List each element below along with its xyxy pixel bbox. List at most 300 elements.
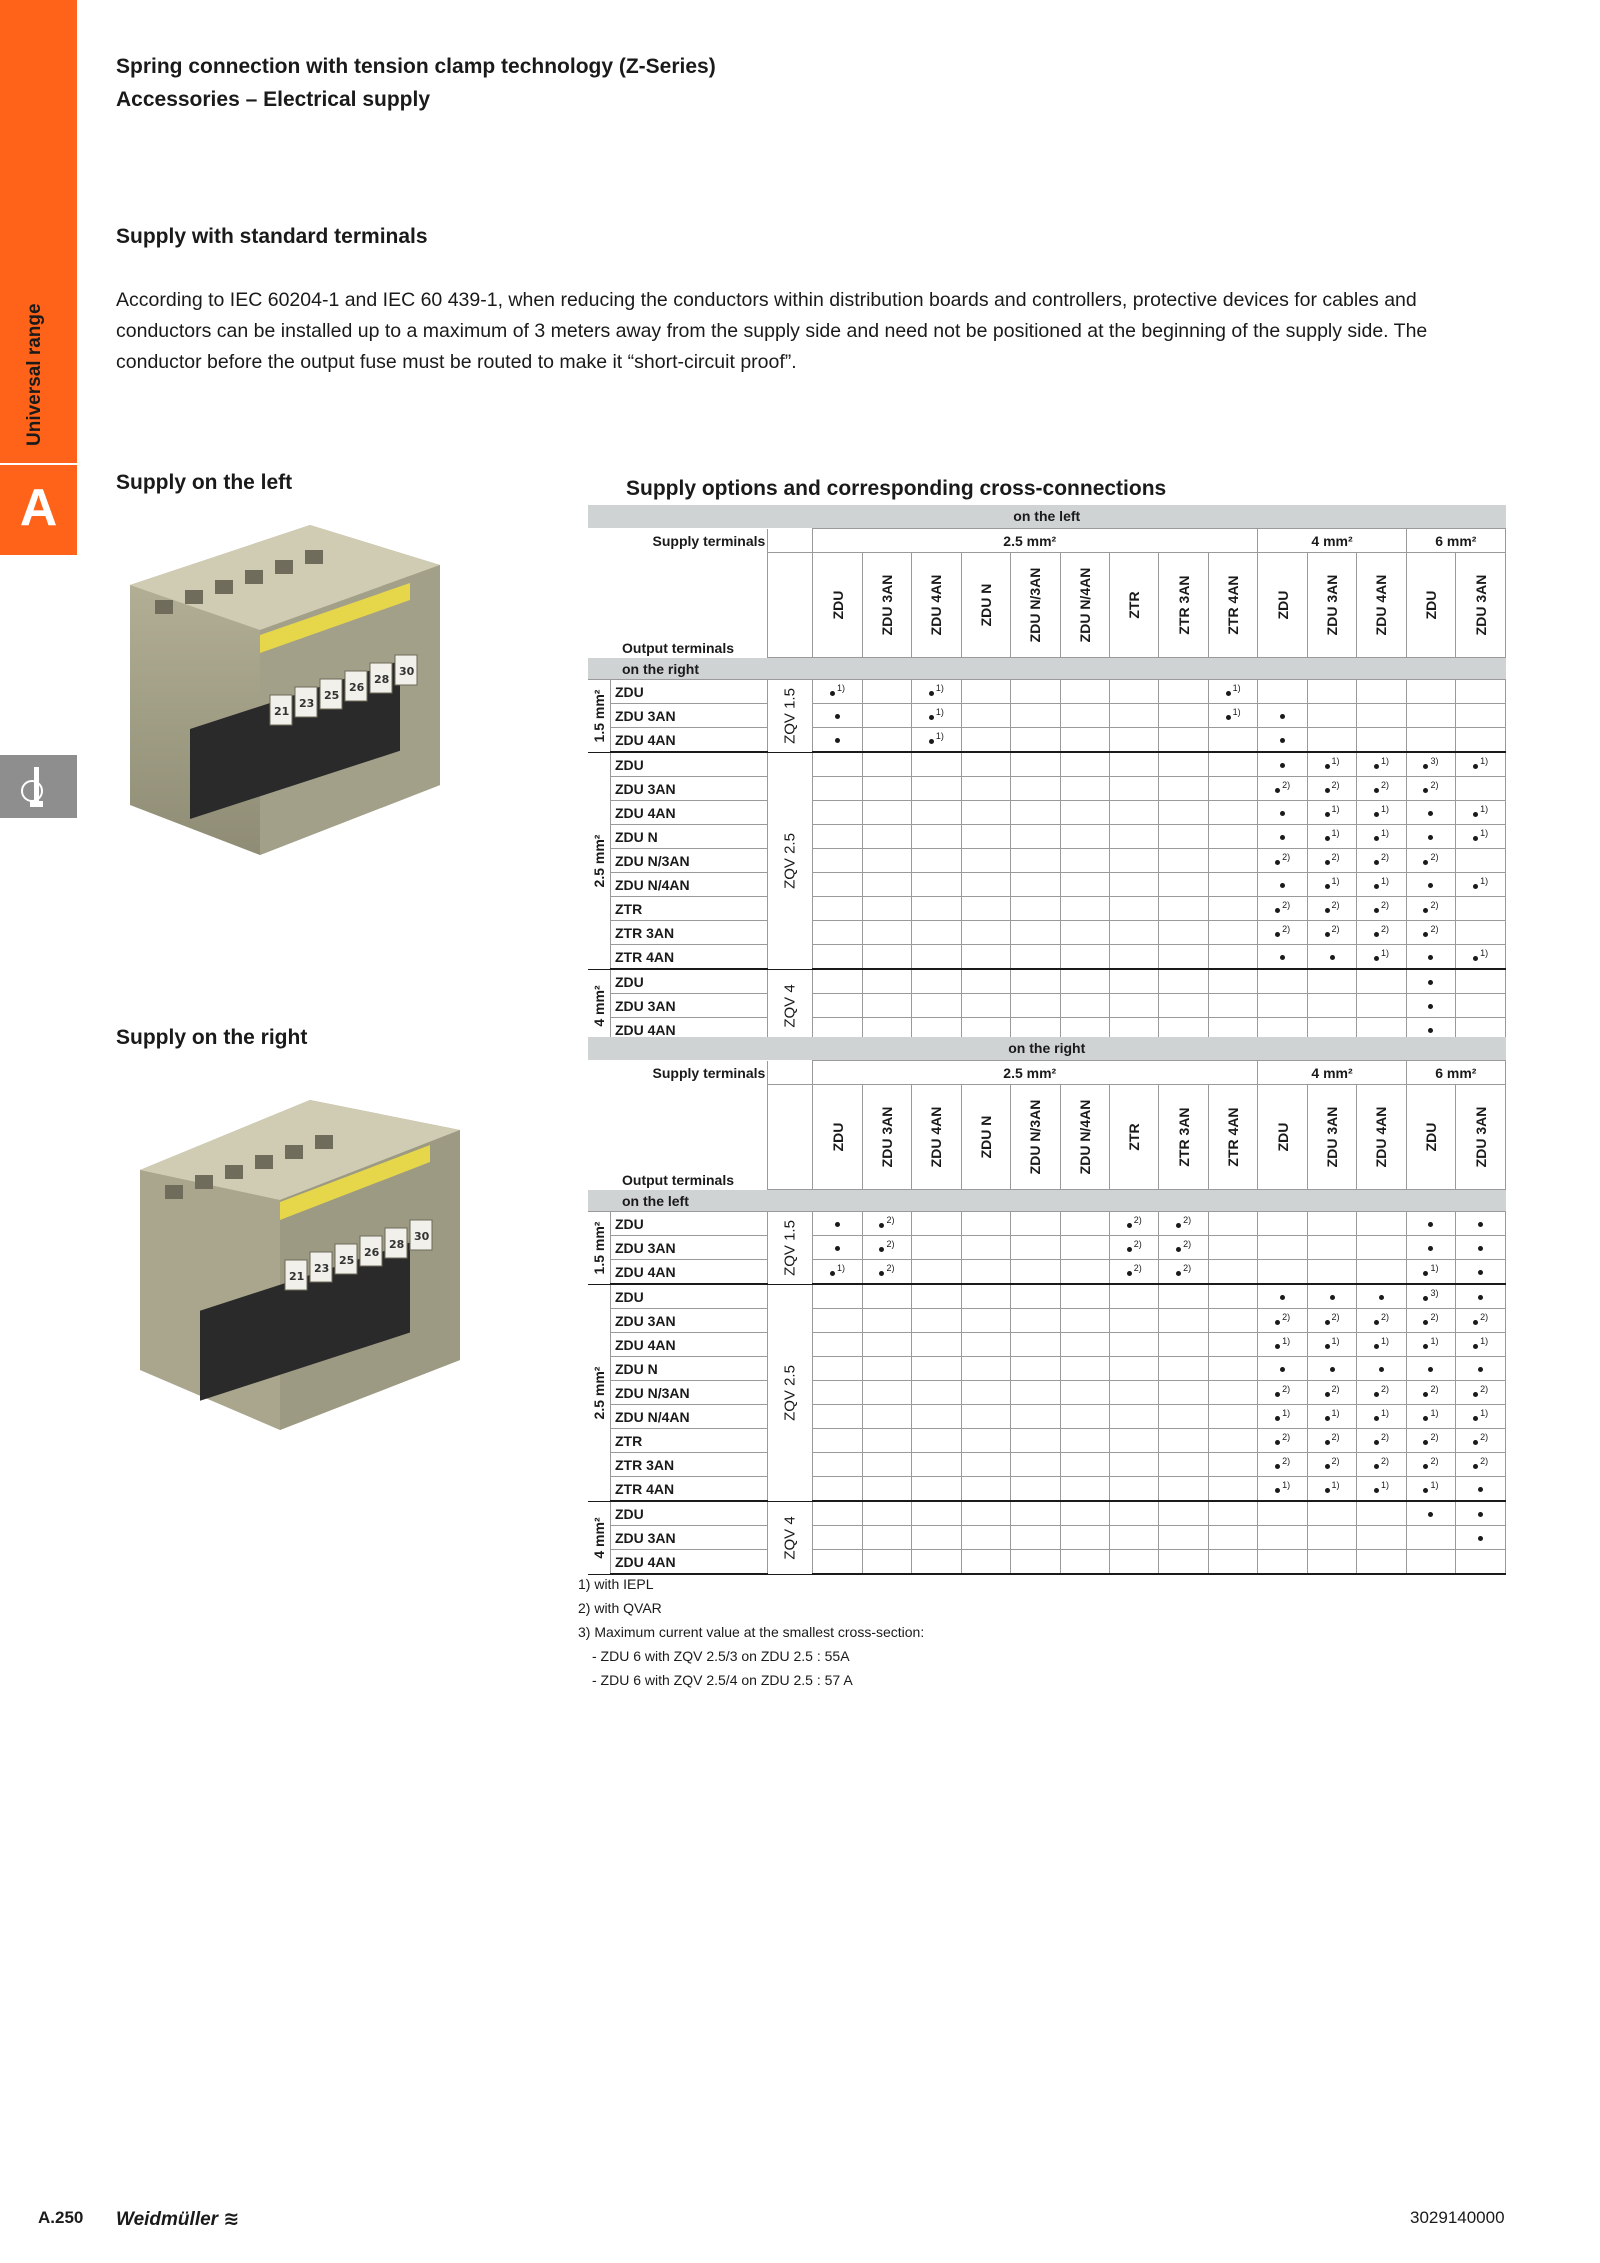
table-cell (1110, 1381, 1159, 1405)
table-cell (1208, 752, 1257, 777)
table-cell (1307, 1381, 1356, 1405)
photo-left-label: 26 (349, 681, 365, 694)
cross-connection-label: ZQV 4 (781, 1515, 799, 1560)
footnote-ref: 2) (1380, 924, 1389, 934)
table-cell (813, 921, 862, 945)
table-cell (1456, 1550, 1506, 1575)
table-cell (1357, 994, 1406, 1018)
table-cell (1357, 777, 1406, 801)
table-cell (1110, 752, 1159, 777)
dot-marker (1374, 1416, 1379, 1421)
output-side-label: on the right (588, 658, 1506, 680)
table-cell (1307, 704, 1356, 728)
dot-marker (1280, 1367, 1285, 1372)
table-cell (1456, 897, 1506, 921)
dot-marker (1428, 1004, 1433, 1009)
table-cell (1110, 873, 1159, 897)
footnote-ref: 1) (1480, 876, 1489, 886)
table-cell (1357, 1453, 1406, 1477)
footnote-ref: 2) (1133, 1263, 1142, 1273)
table-cell (1060, 1477, 1109, 1502)
table-cell (961, 1477, 1010, 1502)
table-cell (813, 1236, 862, 1260)
row-label: ZDU 4AN (610, 1550, 767, 1575)
table-cell (1060, 728, 1109, 753)
dot-marker (1330, 1295, 1335, 1300)
table-cell (1307, 1501, 1356, 1526)
dot-marker (1423, 1416, 1428, 1421)
table-row (588, 1284, 1506, 1309)
dot-marker (1226, 715, 1231, 720)
footnote-ref: 1) (1480, 756, 1489, 766)
output-terminals-label: Output terminals (622, 639, 735, 656)
table-cell (813, 1333, 862, 1357)
table-row (588, 994, 1506, 1018)
table-cell (1456, 921, 1506, 945)
table-cell (1456, 994, 1506, 1018)
table-cell (1159, 1405, 1208, 1429)
table-cell (1159, 921, 1208, 945)
table-cell (862, 1284, 911, 1309)
dot-marker (1374, 1320, 1379, 1325)
table-cell (961, 921, 1010, 945)
cross-connection-label: ZQV 1.5 (781, 687, 799, 744)
table-cell (1456, 1212, 1506, 1236)
table-cell (1208, 849, 1257, 873)
row-label: ZDU N (610, 1357, 767, 1381)
table-cell (1110, 1526, 1159, 1550)
dot-marker (1423, 1296, 1428, 1301)
table-cell (1357, 1501, 1406, 1526)
table-cell (1456, 680, 1506, 704)
table-cell (1456, 1453, 1506, 1477)
row-label: ZTR 3AN (610, 921, 767, 945)
photo-left-label: 23 (299, 697, 315, 710)
table-cell (1110, 1236, 1159, 1260)
dot-marker (1428, 1222, 1433, 1227)
footnote-ref: 2) (1380, 1456, 1389, 1466)
table-cell (1258, 1309, 1307, 1333)
footnote-ref: 2) (1282, 924, 1291, 934)
dot-marker (1428, 835, 1433, 840)
table-cell (1011, 801, 1060, 825)
dot-marker (1280, 738, 1285, 743)
dot-marker (1428, 1512, 1433, 1517)
table-cell (1307, 1260, 1356, 1285)
table-cell (961, 1453, 1010, 1477)
group-size-label: 2.5 mm² (590, 1366, 607, 1419)
table-cell (1011, 1260, 1060, 1285)
row-label: ZDU 3AN (610, 1236, 767, 1260)
dot-marker (1374, 908, 1379, 913)
dot-marker (929, 715, 934, 720)
dot-marker (1280, 714, 1285, 719)
row-label: ZDU 3AN (610, 704, 767, 728)
dot-marker (1473, 1440, 1478, 1445)
column-header: ZDU 3AN (1472, 574, 1489, 636)
table-cell (1110, 897, 1159, 921)
table-cell (961, 752, 1010, 777)
table-cell (862, 825, 911, 849)
table-cell (961, 1501, 1010, 1526)
table-row (588, 1429, 1506, 1453)
table-cell (1060, 873, 1109, 897)
dot-marker (1325, 1320, 1330, 1325)
dot-marker (1325, 812, 1330, 817)
table-cell (912, 897, 961, 921)
row-label: ZTR 4AN (610, 1477, 767, 1502)
dot-marker (929, 691, 934, 696)
table-cell (1307, 680, 1356, 704)
table-cell (1357, 825, 1406, 849)
row-label: ZDU (610, 680, 767, 704)
dot-marker (1423, 1320, 1428, 1325)
cross-connection-label: ZQV 2.5 (781, 832, 799, 889)
column-header: ZDU (1422, 1122, 1439, 1152)
table-cell (1208, 994, 1257, 1018)
table-cell (813, 704, 862, 728)
table-cell (1011, 873, 1060, 897)
footnote-ref: 1) (1380, 828, 1389, 838)
footnote-ref: 2) (1331, 780, 1340, 790)
dot-marker (1423, 908, 1428, 913)
table-cell (1110, 1333, 1159, 1357)
table-cell (1011, 752, 1060, 777)
table-row (588, 1405, 1506, 1429)
table-cell (1060, 801, 1109, 825)
dot-marker (1374, 932, 1379, 937)
table-cell (912, 969, 961, 994)
footnote-ref: 1) (1380, 1408, 1389, 1418)
table-cell (1307, 921, 1356, 945)
dot-marker (1325, 788, 1330, 793)
table-row (588, 728, 1506, 753)
table-cell (1060, 849, 1109, 873)
column-group-header: 2.5 mm² (813, 1061, 1258, 1085)
footnote: - ZDU 6 with ZQV 2.5/4 on ZDU 2.5 : 57 A (592, 1672, 853, 1688)
table-cell (1456, 1309, 1506, 1333)
table-cell (961, 1236, 1010, 1260)
group-size-label: 4 mm² (590, 1516, 607, 1559)
terminal-block-photo-left (110, 525, 530, 895)
row-label: ZDU 3AN (610, 994, 767, 1018)
table-cell (1357, 1309, 1406, 1333)
table-cell (1011, 728, 1060, 753)
table-cell (961, 801, 1010, 825)
table-row (588, 680, 1506, 704)
table-cell (1159, 1333, 1208, 1357)
table-row (588, 897, 1506, 921)
footnote-ref: 3) (1430, 756, 1439, 766)
table-cell (961, 680, 1010, 704)
dot-marker (1325, 1488, 1330, 1493)
table-row (588, 1526, 1506, 1550)
table-cell (813, 680, 862, 704)
footnote-ref: 1) (1331, 1408, 1340, 1418)
table-cell (961, 969, 1010, 994)
footnote-ref: 2) (1380, 852, 1389, 862)
row-label: ZDU (610, 1501, 767, 1526)
section-title: Supply with standard terminals (116, 225, 428, 248)
table-cell (1357, 1429, 1406, 1453)
row-label: ZDU (610, 969, 767, 994)
table-row (588, 945, 1506, 970)
dot-marker (1478, 1512, 1483, 1517)
table-cell (1357, 1236, 1406, 1260)
dot-marker (1176, 1223, 1181, 1228)
table-cell (1456, 704, 1506, 728)
table-cell (1110, 1405, 1159, 1429)
table-cell (1258, 969, 1307, 994)
table-cell (862, 1501, 911, 1526)
table-cell (1060, 1501, 1109, 1526)
table-cell (1456, 969, 1506, 994)
dot-marker (1473, 1392, 1478, 1397)
table-cell (1110, 1260, 1159, 1285)
dot-marker (1478, 1367, 1483, 1372)
cross-connection-label: ZQV 1.5 (781, 1219, 799, 1276)
table-cell (1011, 1212, 1060, 1236)
table-cell (961, 1526, 1010, 1550)
row-label: ZDU (610, 1284, 767, 1309)
table-row (588, 752, 1506, 777)
table-cell (1357, 1357, 1406, 1381)
table-cell (1060, 994, 1109, 1018)
dot-marker (1374, 1344, 1379, 1349)
table-cell (813, 1212, 862, 1236)
row-label: ZDU N/3AN (610, 849, 767, 873)
table-cell (1011, 1501, 1060, 1526)
table-cell (1357, 728, 1406, 753)
row-label: ZDU 4AN (610, 801, 767, 825)
table-cell (1406, 1405, 1455, 1429)
table-cell (912, 1212, 961, 1236)
dot-marker (1428, 811, 1433, 816)
table-row (588, 921, 1506, 945)
table-cell (1258, 1260, 1307, 1285)
table-cell (1208, 1260, 1257, 1285)
table-cell (961, 1212, 1010, 1236)
table-cell (862, 1357, 911, 1381)
table-cell (1357, 1477, 1406, 1502)
footnote-ref: 2) (1430, 924, 1439, 934)
table-cell (1258, 1501, 1307, 1526)
table-cell (1060, 1284, 1109, 1309)
footnote-ref: 1) (1480, 1408, 1489, 1418)
dot-marker (1275, 788, 1280, 793)
cross-connection-label: ZQV 4 (781, 983, 799, 1028)
column-header: ZDU (1274, 590, 1291, 620)
footnote-ref: 2) (1480, 1384, 1489, 1394)
column-group-header: 4 mm² (1258, 529, 1406, 553)
table-cell (1159, 777, 1208, 801)
table-cell (1307, 1550, 1356, 1575)
table-cell (1208, 1236, 1257, 1260)
table-cell (1307, 1453, 1356, 1477)
dot-marker (1423, 932, 1428, 937)
dot-marker (1325, 1344, 1330, 1349)
table-cell (961, 1284, 1010, 1309)
table-cell (1406, 680, 1455, 704)
table-cell (1307, 849, 1356, 873)
table-cell (1406, 994, 1455, 1018)
table-cell (1456, 728, 1506, 753)
footnote-ref: 1) (1380, 876, 1389, 886)
column-header: ZDU N/3AN (1027, 1099, 1044, 1175)
table-cell (862, 1309, 911, 1333)
table-cell (1456, 849, 1506, 873)
table-cell (1406, 897, 1455, 921)
row-label: ZTR (610, 1429, 767, 1453)
footnote-ref: 2) (1282, 780, 1291, 790)
table-cell (1011, 945, 1060, 970)
table-cell (912, 1381, 961, 1405)
table-cell (912, 728, 961, 753)
table-row (588, 873, 1506, 897)
table-cell (1456, 777, 1506, 801)
dot-marker (1374, 1392, 1379, 1397)
table-cell (1159, 728, 1208, 753)
table-cell (813, 1405, 862, 1429)
table-cell (1011, 1477, 1060, 1502)
table-cell (1159, 1501, 1208, 1526)
table-cell (1456, 1381, 1506, 1405)
page-number: A.250 (38, 2208, 84, 2227)
footnote-ref: 1) (1331, 804, 1340, 814)
column-header: ZDU (829, 1122, 846, 1152)
table-cell (1208, 1212, 1257, 1236)
dot-marker (1275, 1464, 1280, 1469)
output-side-label: on the left (588, 1190, 1506, 1212)
table-cell (1159, 1477, 1208, 1502)
dot-marker (1473, 764, 1478, 769)
table-cell (912, 1333, 961, 1357)
table-cell (961, 1550, 1010, 1575)
column-header: ZDU (1274, 1122, 1291, 1152)
table-cell (961, 1405, 1010, 1429)
terminal-block-photo-right (110, 1070, 530, 1470)
table-cell (912, 849, 961, 873)
table-cell (912, 801, 961, 825)
table-cell (1307, 777, 1356, 801)
row-label: ZTR (610, 897, 767, 921)
table-cell (862, 1381, 911, 1405)
dot-marker (1374, 788, 1379, 793)
table-cell (862, 994, 911, 1018)
table-cell (1258, 1405, 1307, 1429)
footnote-ref: 1) (935, 731, 944, 741)
footnote-ref: 2) (1430, 780, 1439, 790)
table-cell (1110, 945, 1159, 970)
table-cell (1110, 1357, 1159, 1381)
row-label: ZDU N/3AN (610, 1381, 767, 1405)
table-cell (1060, 1357, 1109, 1381)
dot-marker (1374, 812, 1379, 817)
photo-right-label: 21 (289, 1270, 305, 1283)
table-cell (961, 1429, 1010, 1453)
table-cell (813, 1429, 862, 1453)
table-cell (1456, 1357, 1506, 1381)
side-band: on the left (588, 505, 1506, 529)
table-cell (1159, 1429, 1208, 1453)
photo-left-label: 25 (324, 689, 340, 702)
footnote-ref: 2) (1133, 1239, 1142, 1249)
footnote-ref: 1) (1331, 756, 1340, 766)
table-cell (1258, 825, 1307, 849)
table-cell (1406, 1309, 1455, 1333)
table-cell (1456, 945, 1506, 970)
dot-marker (1275, 1488, 1280, 1493)
table-cell (1357, 1333, 1406, 1357)
table-cell (1110, 825, 1159, 849)
dot-marker (1325, 1416, 1330, 1421)
table-cell (1307, 1212, 1356, 1236)
table-cell (1258, 1284, 1307, 1309)
table-cell (1011, 1381, 1060, 1405)
table-cell (912, 994, 961, 1018)
table-cell (961, 849, 1010, 873)
table-cell (1406, 1333, 1455, 1357)
table-cell (1258, 1236, 1307, 1260)
table-row (588, 1357, 1506, 1381)
column-header: ZTR (1126, 1123, 1143, 1151)
column-header: ZDU 4AN (1373, 574, 1390, 636)
table-cell (1208, 1284, 1257, 1309)
table-cell (1456, 825, 1506, 849)
dot-marker (1478, 1536, 1483, 1541)
dot-marker (1473, 1416, 1478, 1421)
table-cell (1011, 1429, 1060, 1453)
table-cell (1110, 801, 1159, 825)
column-header: ZDU 3AN (1472, 1106, 1489, 1168)
table-cell (912, 1501, 961, 1526)
footnote-ref: 2) (1331, 1432, 1340, 1442)
table-cell (961, 945, 1010, 970)
dot-marker (1127, 1271, 1132, 1276)
table-cell (912, 680, 961, 704)
table-row (588, 1550, 1506, 1575)
table-cell (1258, 849, 1307, 873)
table-cell (1208, 1309, 1257, 1333)
footnote-ref: 2) (1282, 900, 1291, 910)
footnote: 1) with IEPL (578, 1576, 654, 1592)
table-cell (912, 921, 961, 945)
row-label: ZDU (610, 1212, 767, 1236)
footnote-ref: 2) (1480, 1456, 1489, 1466)
table-cell (1159, 1381, 1208, 1405)
table-cell (1110, 704, 1159, 728)
footnote-ref: 1) (837, 1263, 846, 1273)
table-cell (1258, 873, 1307, 897)
table-cell (1258, 1212, 1307, 1236)
footnote-ref: 1) (1380, 804, 1389, 814)
dot-marker (1374, 1464, 1379, 1469)
table-cell (961, 825, 1010, 849)
column-header: ZDU 3AN (1324, 1106, 1341, 1168)
table-cell (1110, 1477, 1159, 1502)
dot-marker (1473, 812, 1478, 817)
table-cell (1110, 1550, 1159, 1575)
table-cell (813, 825, 862, 849)
table-cell (1357, 1260, 1406, 1285)
dot-marker (1330, 955, 1335, 960)
table-cell (1258, 1550, 1307, 1575)
footnote-ref: 2) (886, 1239, 895, 1249)
dot-marker (1275, 1320, 1280, 1325)
dot-marker (929, 739, 934, 744)
footnote-ref: 2) (1430, 852, 1439, 862)
column-header: ZDU N (977, 1115, 994, 1159)
